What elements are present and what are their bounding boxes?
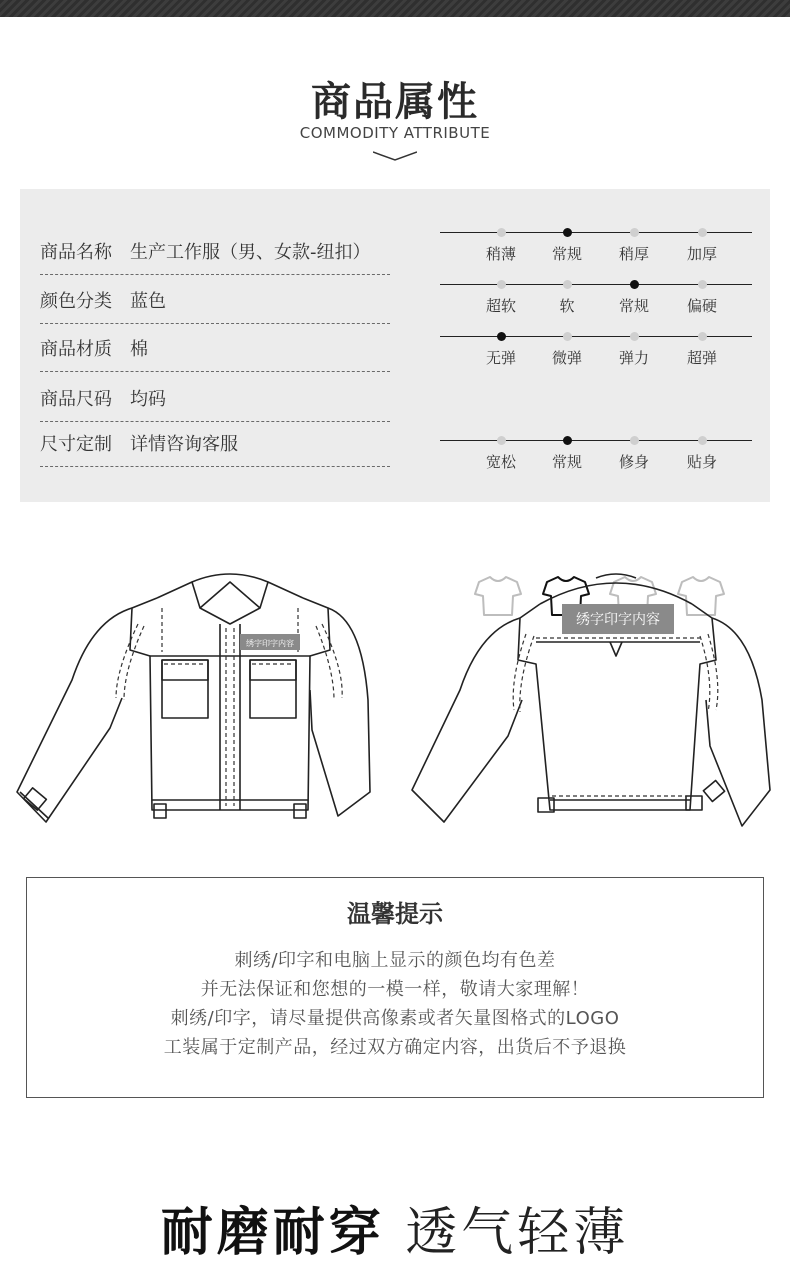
jacket-back-illustration	[410, 560, 778, 840]
attr-label: 尺寸定制	[40, 434, 112, 455]
scale-dot-selected	[497, 332, 506, 341]
attr-value: 均码	[130, 389, 166, 410]
scale-label: 超软	[485, 297, 516, 315]
scale-dot	[497, 436, 506, 445]
scale-elasticity	[440, 336, 752, 367]
attr-value: 棉	[130, 339, 148, 360]
section-subtitle: COMMODITY ATTRIBUTE	[299, 124, 491, 142]
attr-row-color	[40, 275, 390, 324]
scale-label: 贴身	[686, 453, 717, 471]
scale-label: 软	[559, 297, 575, 315]
attribute-panel	[20, 189, 770, 502]
jacket-front-illustration	[12, 560, 380, 840]
scale-dot	[497, 228, 506, 237]
notice-line: 工装属于定制产品，经过双方确定内容，出货后不予退换	[163, 1037, 627, 1058]
scale-fit	[440, 440, 752, 471]
scale-dot	[698, 228, 707, 237]
scale-label: 常规	[551, 453, 582, 471]
scale-label: 常规	[551, 245, 582, 263]
attr-row-custom	[40, 418, 390, 467]
scale-dot	[563, 280, 572, 289]
top-decorative-bar	[0, 0, 790, 17]
feature-heading	[0, 1190, 790, 1265]
scale-dot	[563, 332, 572, 341]
scale-label: 微弹	[551, 349, 582, 367]
attr-value: 生产工作服（男、女款-纽扣）	[130, 242, 371, 263]
attr-row-material	[40, 323, 390, 372]
scale-label: 加厚	[686, 245, 717, 263]
scale-dot-selected	[563, 228, 572, 237]
scale-label: 稍厚	[618, 245, 649, 263]
scale-dot	[698, 436, 707, 445]
attr-label: 商品尺码	[40, 389, 112, 410]
feature-heading-light: 透气轻薄	[405, 1203, 630, 1263]
front-print-tag-label: 绣字印字内容	[246, 639, 294, 648]
scale-label: 无弹	[485, 349, 516, 367]
notice-line: 刺绣/印字，请尽量提供高像素或者矢量图格式的LOGO	[170, 1008, 620, 1029]
chevron-down-icon	[373, 150, 417, 162]
scale-dot	[698, 280, 707, 289]
scale-label: 弹力	[618, 349, 649, 367]
scale-dot	[630, 228, 639, 237]
scale-label: 修身	[618, 453, 649, 471]
attr-label: 商品名称	[40, 242, 112, 263]
back-print-tag-label: 绣字印字内容	[576, 611, 660, 627]
scale-softness	[440, 284, 752, 315]
attr-label: 商品材质	[40, 339, 112, 360]
scale-thickness	[440, 232, 752, 263]
feature-heading-bold: 耐磨耐穿	[160, 1203, 385, 1263]
attr-row-name	[40, 226, 390, 275]
notice-box	[26, 877, 764, 1098]
scale-label: 超弹	[686, 349, 717, 367]
scale-dot-selected	[630, 280, 639, 289]
notice-title: 温馨提示	[347, 900, 443, 928]
scale-dot-selected	[563, 436, 572, 445]
attr-value: 蓝色	[130, 291, 166, 312]
attr-label: 颜色分类	[40, 291, 112, 312]
scale-label: 稍薄	[485, 245, 516, 263]
attr-value: 详情咨询客服	[130, 434, 238, 455]
notice-line: 并无法保证和您想的一模一样，敬请大家理解！	[200, 979, 590, 1000]
attr-row-size	[40, 373, 390, 422]
scale-label: 常规	[618, 297, 649, 315]
scale-dot	[630, 436, 639, 445]
scale-label: 宽松	[485, 453, 516, 471]
notice-line: 刺绣/印字和电脑上显示的颜色均有色差	[234, 950, 556, 971]
section-title: 商品属性	[311, 79, 479, 125]
scale-label: 偏硬	[686, 297, 717, 315]
scale-dot	[630, 332, 639, 341]
scale-dot	[698, 332, 707, 341]
scale-dot	[497, 280, 506, 289]
